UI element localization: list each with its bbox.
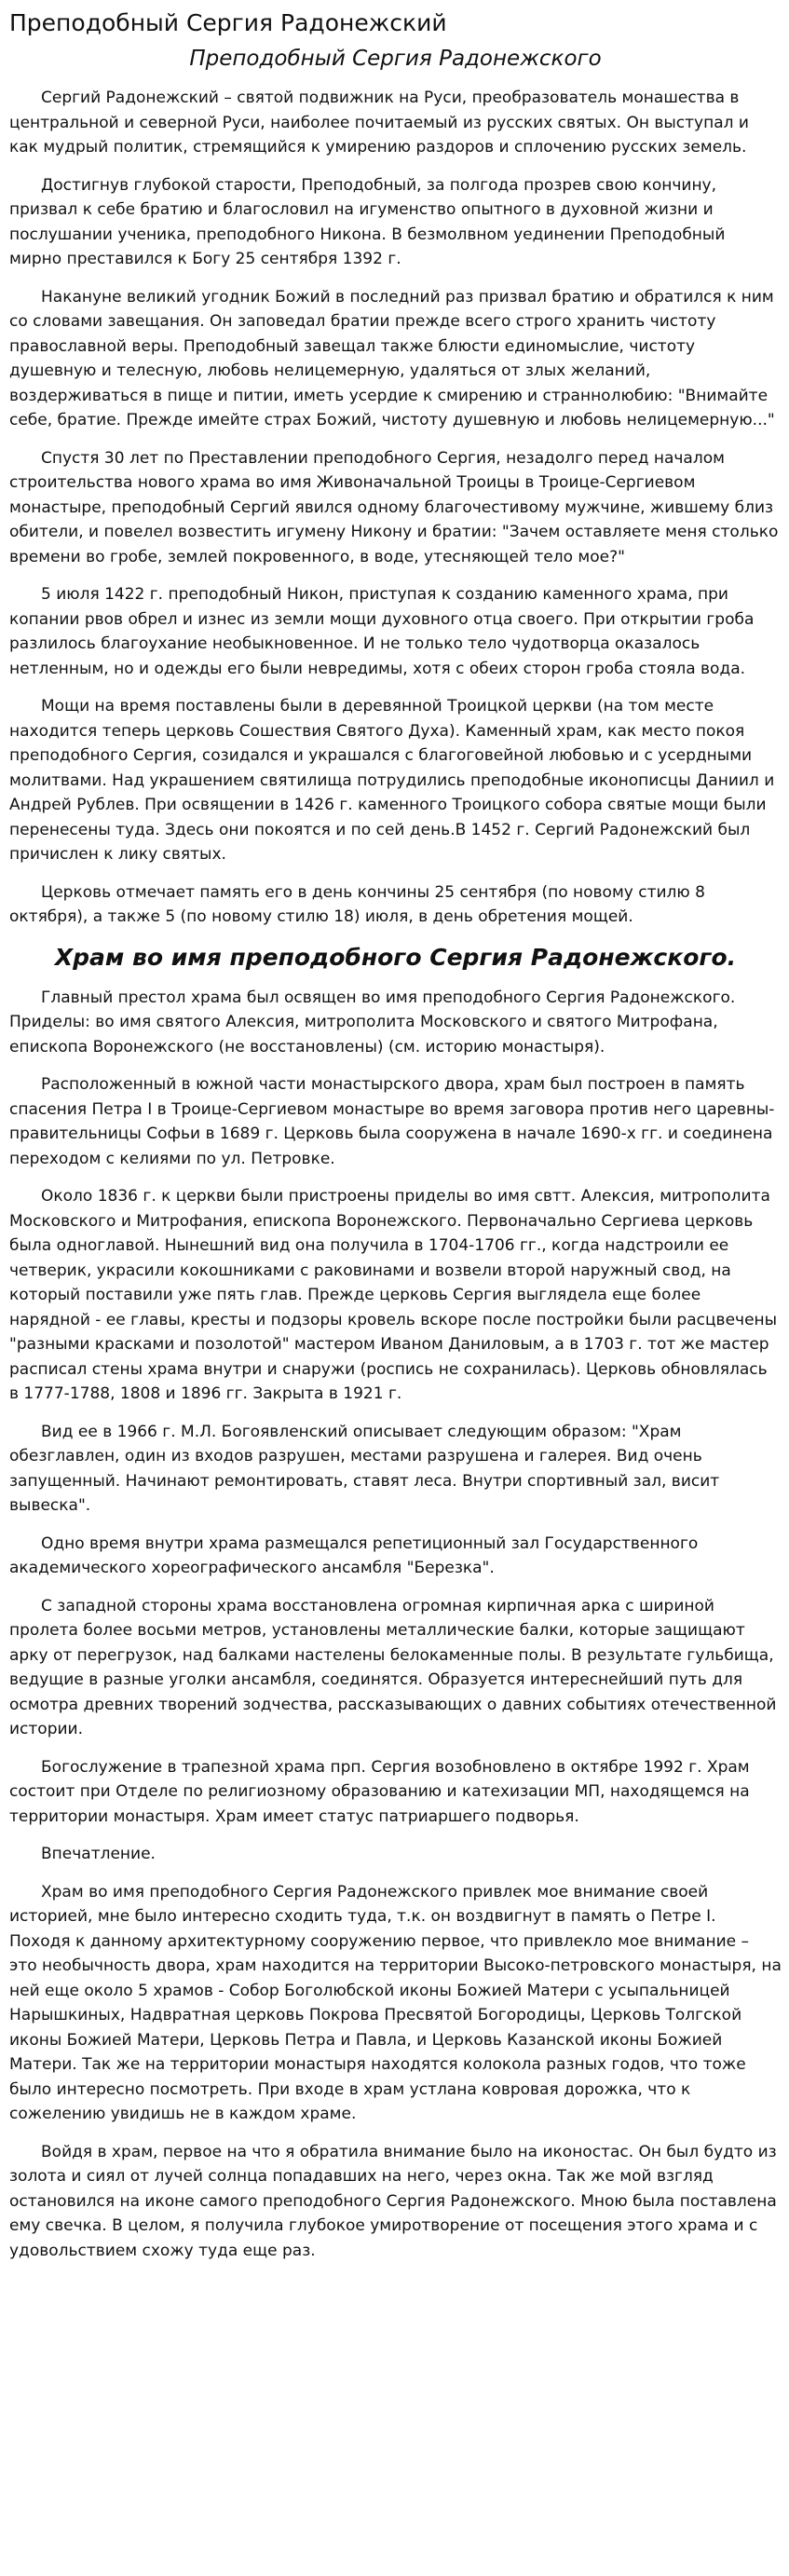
section-title: Храм во имя преподобного Сергия Радонежского. bbox=[54, 943, 737, 971]
paragraph: Вид ее в 1966 г. М.Л. Богоявленский описывает следующим образом: "Храм обезглавлен, один из входов разрушен, местами разрушена и галерея. Вид очень запущенный. Начинают ремонтировать, ставят леса. Внутри спортивный зал, висит вывеска". bbox=[9, 1422, 720, 1515]
paragraph: Храм во имя преподобного Сергия Радонежского привлек мое внимание своей историей, мне было интересно сходить туда, т.к. он воздвигнут в память о Петре I. Походя к данному архитектурному сооружению первое, что привлекло мое внимание – это необычность двора, храм находится на территории Высоко-петровского монастыря, на ней еще около 5 храмов - Собор Боголюбской иконы Божией Матери с усыпальницей Нарышкиных, Надвратная церковь Покрова Пресвятой Богородицы, Церковь Толгской иконы Божией Матери, Церковь Петра и Павла, и Церковь Казанской иконы Божией Матери. Так же на территории монастыря находятся колокола разных годов, что тоже было интересно посмотреть. При входе в храм устлана ковровая дорожка, что к сожелению увидишь не в каждом храме. bbox=[9, 1882, 782, 2123]
church-section bbox=[9, 986, 782, 2264]
paragraph: Спустя 30 лет по Преставлении преподобного Сергия, незадолго перед началом строительства нового храма во имя Живоначальной Троицы в Троице-Сергиевом монастыре, преподобный Сергий явился одному благочестивому мужчине, жившему близ обители, и повелел возвестить игумену Никону и братии: "Зачем оставляете меня столько времени во гробе, землей покровенного, в воде, утесняющей тело мое?" bbox=[9, 448, 779, 566]
paragraph: Одно время внутри храма размещался репетиционный зал Государственного академического хореографического ансамбля "Березка". bbox=[9, 1533, 699, 1577]
paragraph: Войдя в храм, первое на что я обратила внимание было на иконостас. Он был будто из золота и сиял от лучей солнца попадавших на него, через окна. Так же мой взгляд остановился на иконе самого преподобного Сергия Радонежского. Мною была поставлена ему свечка. В целом, я получила глубокое умиротворение от посещения этого храма и с удовольствием схожу туда еще раз. bbox=[9, 2142, 777, 2260]
paragraph: Главный престол храма был освящен во имя преподобного Сергия Радонежского. Приделы: во имя святого Алексия, митрополита Московского и святого Митрофана, епископа Воронежского (не восстановлены) (см. историю монастыря). bbox=[9, 988, 736, 1056]
paragraph: Расположенный в южной части монастырского двора, храм был построен в память спасения Петра I в Троице-Сергиевом монастыре во время заговора против него царевны-правительницы Софьи в 1689 г. Церковь была сооружена в начале 1690-х гг. и соединена переходом с келиями по ул. Петровке. bbox=[9, 1075, 775, 1168]
impression-heading: Впечатление. bbox=[41, 1845, 156, 1863]
paragraph: Богослужение в трапезной храма прп. Сергия возобновлено в октябре 1992 г. Храм состоит при Отделе по религиозному образованию и катехизации МП, находящемся на территории монастыря. Храм имеет статус патриаршего подворья. bbox=[9, 1757, 750, 1826]
paragraph: Сергий Радонежский – святой подвижник на Руси, преобразователь монашества в центральной и северной Руси, наиболее почитаемый из русских святых. Он выступал и как мудрый политик, стремящийся к умирению раздоров и сплочению русских земель. bbox=[9, 89, 749, 157]
paragraph: Церковь отмечает память его в день кончины 25 сентября (по новому стилю 8 октября), а также 5 (по новому стилю 18) июля, в день обретения мощей. bbox=[9, 882, 705, 926]
page-title: Преподобный Сергия Радонежский bbox=[9, 9, 447, 36]
paragraph: Около 1836 г. к церкви были пристроены приделы во имя свтт. Алексия, митрополита Московского и Митрофания, епископа Воронежского. Первоначально Сергиева церковь была одноглавой. Нынешний вид она получила в 1704-1706 гг., когда надстроили ее четверик, украсили кокошниками с раковинами и возвели второй наружный свод, на который поставили уже пять глав. Прежде церковь Сергия выглядела еще более нарядной - ее главы, кресты и подзоры кровель вскоре после постройки были расцвечены "разными красками и позолотой" мастером Иваном Даниловым, а в 1703 г. тот же мастер расписал стены храма внутри и снаружи (роспись не сохранилась). Церковь обновлялась в 1777-1788, 1808 и 1896 гг. Закрыта в 1921 г. bbox=[9, 1187, 778, 1403]
paragraph: Накануне великий угодник Божий в последний раз призвал братию и обратился к ним со словами завещания. Он заповедал братии прежде всего строго хранить чистоту православной веры. Преподобный завещал также блюсти единомыслие, чистоту душевную и телесную, любовь нелицемерную, удаляться от злых желаний, воздерживаться в пище и питии, иметь усердие к смирению и страннолюбию: "Внимайте себе, братие. Прежде имейте страх Божий, чистоту душевную и любовь нелицемерную..." bbox=[9, 287, 775, 429]
page-subtitle: Преподобный Сергия Радонежского bbox=[189, 47, 602, 71]
intro-section bbox=[9, 86, 782, 930]
paragraph: Достигнув глубокой старости, Преподобный, за полгода прозрев свою кончину, призвал к себе братию и благословил на игуменство опытного в духовной жизни и послушании ученика, преподобного Никона. В безмолвном уединении Преподобный мирно преставился к Богу 25 сентября 1392 г. bbox=[9, 175, 726, 268]
paragraph: С западной стороны храма восстановлена огромная кирпичная арка с шириной пролета более восьми метров, установлены металлические балки, которые защищают арку от перегрузок, над балками настелены белокаменные полы. В результате гульбища, ведущие в разные уголки ансамбля, соединятся. Образуется интереснейший путь для осмотра древних творений зодчества, рассказывающих о давних событиях отечественной истории. bbox=[9, 1596, 777, 1738]
paragraph: Мощи на время поставлены были в деревянной Троицкой церкви (на том месте находится теперь церковь Сошествия Святого Духа). Каменный храм, как место покоя преподобного Сергия, созидался и украшался с благоговейной любовью и с усердными молитвами. Над украшением святилища потрудились преподобные иконописцы Даниил и Андрей Рублев. При освящении в 1426 г. каменного Троицкого собора святые мощи были перенесены туда. Здесь они покоятся и по сей день.В 1452 г. Сергий Радонежский был причислен к лику святых. bbox=[9, 697, 775, 864]
paragraph: 5 июля 1422 г. преподобный Никон, приступая к созданию каменного храма, при копании рвов обрел и изнес из земли мощи духовного отца своего. При открытии гроба разлилось благоухание необыкновенное. И не только тело чудотворца оказалось нетленным, но и одежды его были невредимы, хотя с обеих сторон гроба стояла вода. bbox=[9, 585, 755, 678]
